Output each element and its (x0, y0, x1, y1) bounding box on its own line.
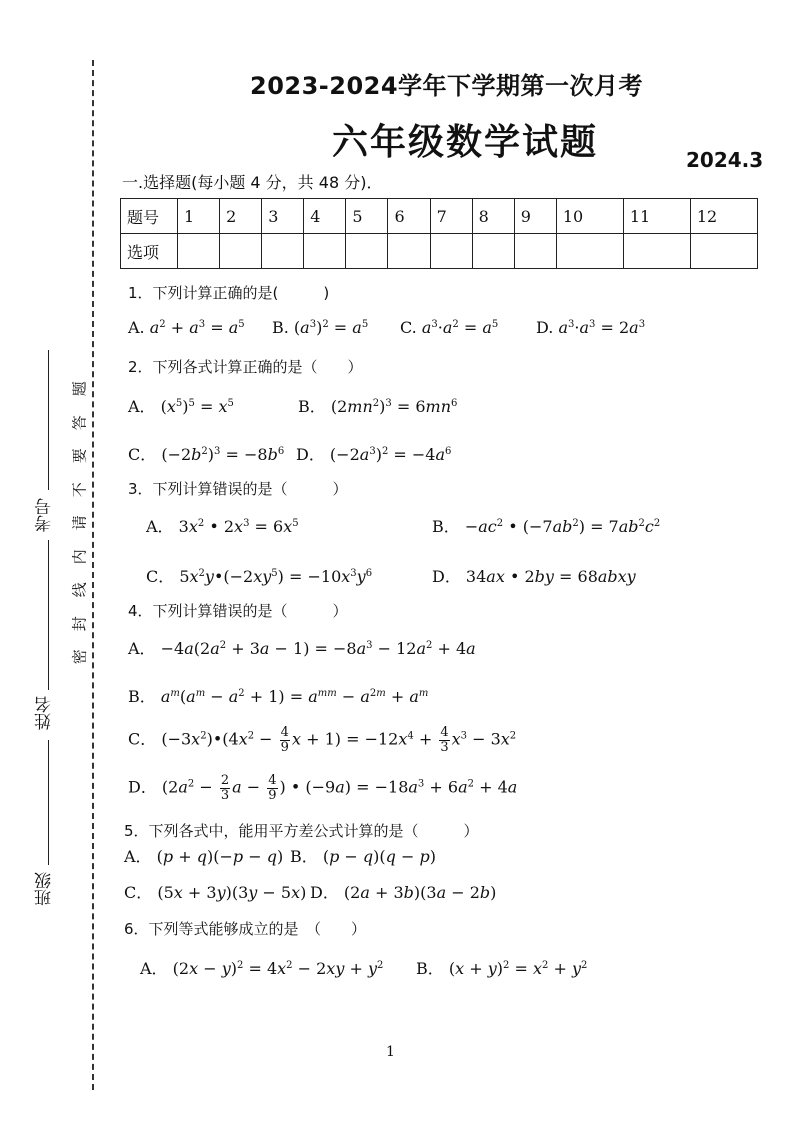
question-1-stem: 1．下列计算正确的是( ) (128, 284, 330, 302)
q1-option-b: B. $(a^3)^2 = a^5$ (272, 318, 369, 337)
class-label: 班级 (35, 872, 55, 906)
q6-option-b: B． $(x + y)^2 = x^2 + y^2$ (416, 959, 588, 978)
table-cell: 7 (430, 199, 472, 234)
question-2-stem: 2．下列各式计算正确的是（ ） (128, 358, 363, 376)
q5-option-b: B． (p − q)(q − p) (290, 847, 436, 866)
table-cell: 2 (220, 199, 262, 234)
q4-option-c: C． $(-3x^2)•(4x^2$ − $\frac{4}{9}$ $x + 1) = -12x^4$ + $\frac{4}{3}$ $x^3 - 3x^2$ (128, 725, 517, 755)
table-cell: 11 (623, 199, 690, 234)
class-blank (48, 740, 49, 865)
question-3-stem: 3．下列计算错误的是（ ） (128, 480, 348, 498)
q2-option-c: C． $(-2b^2)^3 = -8b^6$ (128, 445, 285, 464)
q4-option-b: B． $a^m(a^m - a^2 + 1) = a^{mm} - a^{2m} + a^m$ (128, 687, 429, 706)
row-label-number: 题号 (121, 199, 178, 234)
exam-title: 2023-2024学年下学期第一次月考 (250, 72, 644, 100)
answer-cell[interactable] (346, 234, 388, 269)
table-cell: 1 (178, 199, 220, 234)
q3-option-d: D． 34ax • 2by = 68abxy (432, 567, 636, 586)
q5-option-c: C． (5x + 3y)(3y − 5x) (124, 883, 307, 902)
name-blank (48, 540, 49, 690)
q1-option-a: A. $a^2 + a^3 = a^5$ (128, 318, 245, 337)
table-cell: 4 (304, 199, 346, 234)
q5-option-d: D． (2a + 3b)(3a − 2b) (310, 883, 497, 902)
table-cell: 8 (472, 199, 514, 234)
answer-cell[interactable] (514, 234, 556, 269)
q1-option-d: D. $a^3\cdot a^3 = 2a^3$ (536, 318, 646, 337)
answer-cell[interactable] (262, 234, 304, 269)
answer-cell[interactable] (690, 234, 757, 269)
question-6-stem: 6．下列等式能够成立的是 （ ） (124, 920, 367, 938)
q4-option-d: D． ($2a^2$ − $\frac{2}{3}$ a − $\frac{4}{9}$ ) • $(-9a) = -18a^3 + 6a^2 + 4a$ (128, 773, 518, 803)
question-4-stem: 4．下列计算错误的是（ ） (128, 602, 348, 620)
name-label: 姓名 (35, 696, 55, 730)
q3-option-b: B． $-ac^2$ • $(-7ab^2) = 7ab^2c^2$ (432, 517, 661, 536)
answer-cell[interactable] (388, 234, 430, 269)
table-cell: 12 (690, 199, 757, 234)
q3-option-a: A． $3x^2$ • $2x^3 = 6x^5$ (146, 517, 299, 536)
page-number: 1 (386, 1044, 395, 1060)
table-cell: 9 (514, 199, 556, 234)
table-row (121, 199, 758, 234)
q2-option-a: A． $(x^5)^5 = x^5$ (128, 397, 234, 416)
q2-option-d: D． $(-2a^3)^2 = -4a^6$ (296, 445, 452, 464)
q3-option-c: C． $5x^2y•(-2xy^5) = -10x^3y^6$ (146, 567, 373, 586)
answer-cell[interactable] (623, 234, 690, 269)
table-cell: 10 (556, 199, 623, 234)
answer-cell[interactable] (430, 234, 472, 269)
section-heading: 一.选择题(每小题 4 分，共 48 分)． (122, 173, 383, 192)
q1-option-c: C. $a^3\cdot a^2 = a^5$ (400, 318, 499, 337)
answer-cell[interactable] (472, 234, 514, 269)
seal-line-notice: 题 答 要 不 请 内 线 封 密 (70, 381, 89, 665)
exam-date: 2024.3 (686, 148, 764, 172)
answer-table (120, 198, 758, 269)
q6-option-a: A． $(2x - y)^2 = 4x^2 - 2xy + y^2$ (140, 959, 384, 978)
table-row (121, 234, 758, 269)
exam-subtitle: 六年级数学试题 (332, 122, 599, 163)
exam-number-blank (48, 350, 49, 490)
question-5-stem: 5．下列各式中，能用平方差公式计算的是（ ） (124, 822, 479, 840)
answer-cell[interactable] (304, 234, 346, 269)
q5-option-a: A． (p + q)(−p − q) (124, 847, 284, 866)
q2-option-b: B． $(2mn^2)^3 = 6mn^6$ (298, 397, 458, 416)
exam-number-label: 考号 (35, 498, 55, 532)
q4-option-a: A． $-4a(2a^2 + 3a - 1) = -8a^3 - 12a^2 + 4a$ (128, 639, 476, 658)
table-cell: 6 (388, 199, 430, 234)
answer-cell[interactable] (178, 234, 220, 269)
table-cell: 3 (262, 199, 304, 234)
answer-cell[interactable] (556, 234, 623, 269)
answer-cell[interactable] (220, 234, 262, 269)
row-label-option: 选项 (121, 234, 178, 269)
table-cell: 5 (346, 199, 388, 234)
